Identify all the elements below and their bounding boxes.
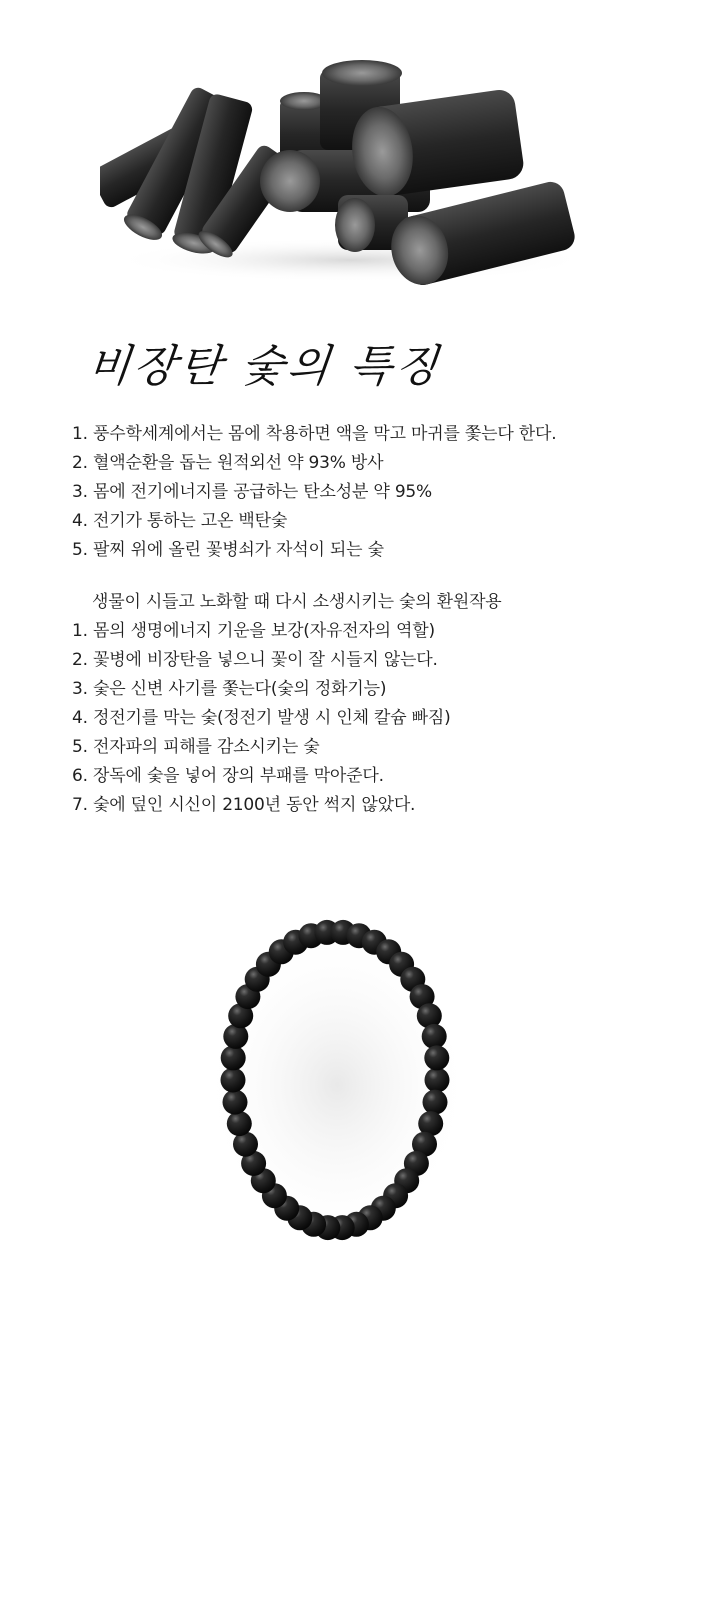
list-item: 2. 꽃병에 비장탄을 넣으니 꽃이 잘 시들지 않는다. <box>72 650 438 670</box>
section-title: 비장탄 숯의 특징 <box>85 341 444 392</box>
list-item: 4. 전기가 통하는 고온 백탄숯 <box>72 511 288 531</box>
bead <box>423 1090 448 1115</box>
effects-section <box>72 588 672 820</box>
bead <box>221 1045 246 1070</box>
effects-intro: 생물이 시들고 노화할 때 다시 소생시키는 숯의 환원작용 <box>92 592 502 612</box>
list-item: 7. 숯에 덮인 시신이 2100년 동안 썩지 않았다. <box>72 795 416 815</box>
features-list <box>72 420 672 565</box>
bead <box>227 1111 252 1136</box>
list-item: 2. 혈액순환을 돕는 원적외선 약 93% 방사 <box>72 453 384 473</box>
list-item: 5. 팔찌 위에 올린 꽃병쇠가 자석이 되는 숯 <box>72 540 384 560</box>
list-item: 4. 정전기를 막는 숯(정전기 발생 시 인체 칼슘 빠짐) <box>72 708 451 728</box>
list-item: 3. 숯은 신변 사기를 쫓는다(숯의 정화기능) <box>72 679 387 699</box>
bead-bracelet-image <box>200 900 475 1245</box>
effects-list <box>72 617 672 820</box>
bead <box>424 1045 449 1070</box>
list-item: 5. 전자파의 피해를 감소시키는 숯 <box>72 737 320 757</box>
list-item: 1. 풍수학세계에서는 몸에 착용하면 액을 막고 마귀를 쫓는다 한다. <box>72 424 557 444</box>
list-item: 3. 몸에 전기에너지를 공급하는 탄소성분 약 95% <box>72 482 433 502</box>
bead <box>221 1068 246 1093</box>
bead <box>422 1024 447 1049</box>
list-item: 6. 장독에 숯을 넣어 장의 부패를 막아준다. <box>72 766 384 786</box>
bead <box>223 1090 248 1115</box>
list-item: 1. 몸의 생명에너지 기운을 보강(자유전자의 역할) <box>72 621 435 641</box>
charcoal-logs-image <box>100 55 580 285</box>
bead <box>425 1068 450 1093</box>
